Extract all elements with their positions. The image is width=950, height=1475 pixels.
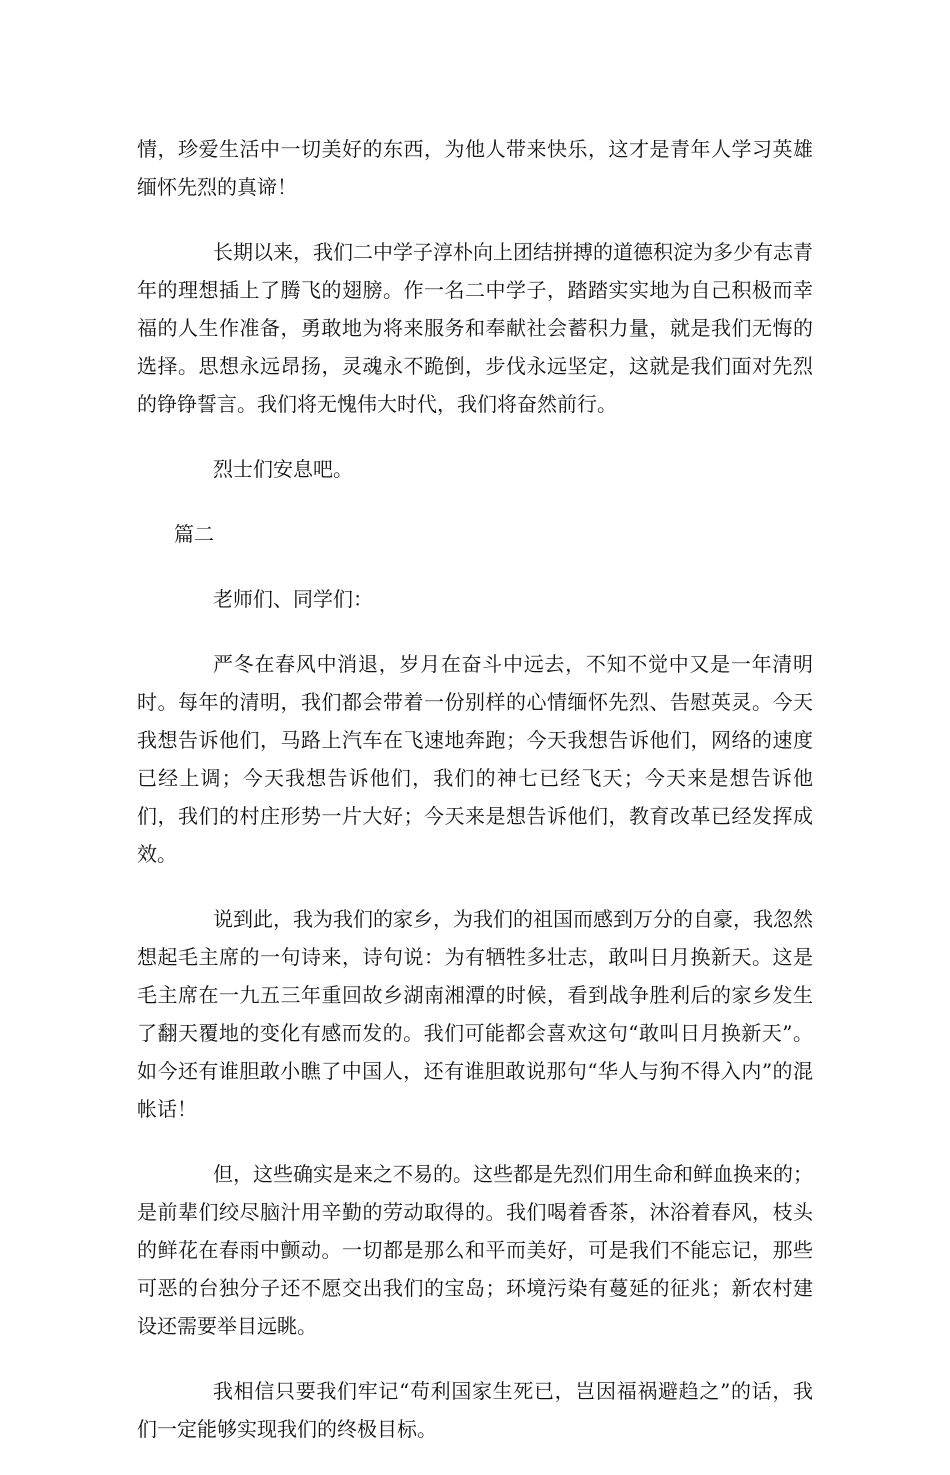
paragraph-chairman-poem: 说到此，我为我们的家乡，为我们的祖国而感到万分的自豪，我忽然想起毛主席的一句诗来，诗句说：为有牺牲多壮志，敢叫日月换新天。这是毛主席在一九五三年重回故乡湖南湘潭的时候，看到战争胜利后的家乡发生了翻天覆地的变化有感而发的。我们可能都会喜欢这句“敢叫日月换新天”。如今还有谁胆敢小瞧了中国人，还有谁胆敢说那句“华人与狗不得入内”的混帐话！ (137, 907, 813, 1121)
paragraph-conclusion: 我相信只要我们牢记“苟利国家生死已，岂因福祸避趋之”的话，我们一定能够实现我们的终极目标。 (137, 1379, 813, 1441)
section-heading: 篇二 (174, 522, 214, 546)
paragraph-continuation: 情，珍爱生活中一切美好的东西，为他人带来快乐，这才是青年人学习英雄缅怀先烈的真谛！ (137, 137, 813, 199)
paragraph-long-term: 长期以来，我们二中学子淳朴向上团结拼搏的道德积淀为多少有志青年的理想插上了腾飞的翅膀。作一名二中学子，踏踏实实地为自己积极而幸福的人生作准备，勇敢地为将来服务和奉献社会蓄积力量，就是我们无悔的选择。思想永远昂扬，灵魂永不跪倒，步伐永远坚定，这就是我们面对先烈的铮铮誓言。我们将无愧伟大时代，我们将奋然前行。 (137, 240, 813, 416)
paragraph-martyrs-rest: 烈士们安息吧。 (213, 457, 353, 481)
paragraph-qingming: 严冬在春风中消退，岁月在奋斗中远去，不知不觉中又是一年清明时。每年的清明，我们都会带着一份别样的心情缅怀先烈、告慰英灵。今天我想告诉他们，马路上汽车在飞速地奔跑；今天我想告诉他们，网络的速度已经上调；今天我想告诉他们，我们的神七已经飞天；今天来是想告诉他们，我们的村庄形势一片大好；今天来是想告诉他们，教育改革已经发挥成效。 (137, 652, 813, 866)
paragraph-salutation: 老师们、同学们： (213, 587, 373, 611)
paragraph-hard-won: 但，这些确实是来之不易的。这些都是先烈们用生命和鲜血换来的；是前辈们绞尽脑汁用辛勤的劳动取得的。我们喝着香茶，沐浴着春风，枝头的鲜花在春雨中颤动。一切都是那么和平而美好，可是我们不能忘记，那些可恶的台独分子还不愿交出我们的宝岛；环境污染有蔓延的征兆；新农村建设还需要举目远眺。 (137, 1162, 813, 1338)
document-body (137, 130, 813, 1475)
